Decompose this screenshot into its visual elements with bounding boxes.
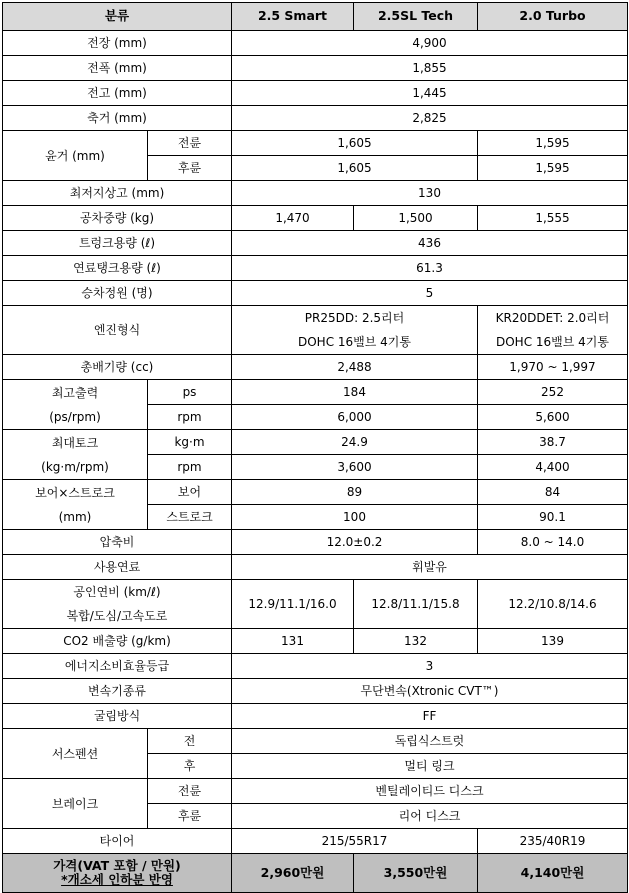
row-drive (3, 704, 628, 729)
row-brake-front (3, 779, 628, 804)
tread-rear-25: 1,605 (232, 156, 478, 181)
displacement-25: 2,488 (232, 355, 478, 380)
bore-stroke-label-line2: (mm) (58, 509, 92, 524)
tire-25: 215/55R17 (232, 829, 478, 854)
max-power-unit-ps: ps (148, 380, 232, 405)
suspension-rear-label: 후 (148, 754, 232, 779)
co2-label: CO2 배출량 (g/km) (3, 629, 232, 654)
compression-20: 8.0 ~ 14.0 (478, 530, 628, 555)
length-value: 4,900 (232, 31, 628, 56)
row-bore (3, 480, 628, 505)
header-trim-20-turbo: 2.0 Turbo (478, 3, 628, 31)
header-category: 분류 (3, 3, 232, 31)
spec-table (2, 2, 628, 893)
energy-grade-value: 3 (232, 654, 628, 679)
suspension-rear-value: 멀티 링크 (232, 754, 628, 779)
row-tire (3, 829, 628, 854)
max-torque-rpm-25: 3,600 (232, 455, 478, 480)
header-trim-25sl-tech: 2.5SL Tech (354, 3, 478, 31)
max-torque-label (3, 430, 148, 480)
co2-25sl-tech: 132 (354, 629, 478, 654)
tire-label: 타이어 (3, 829, 232, 854)
width-label: 전폭 (mm) (3, 56, 232, 81)
brake-front-label: 전륜 (148, 779, 232, 804)
wheelbase-value: 2,825 (232, 106, 628, 131)
max-power-rpm-25: 6,000 (232, 405, 478, 430)
brake-front-value: 벤틸레이티드 디스크 (232, 779, 628, 804)
max-power-ps-25: 184 (232, 380, 478, 405)
max-torque-kgm-20: 38.7 (478, 430, 628, 455)
length-label: 전장 (mm) (3, 31, 232, 56)
engine-20 (478, 306, 628, 355)
row-fuel-tank (3, 256, 628, 281)
max-torque-unit-rpm: rpm (148, 455, 232, 480)
row-height (3, 81, 628, 106)
price-25sl-tech: 3,550만원 (354, 854, 478, 893)
max-torque-unit-kgm: kg·m (148, 430, 232, 455)
row-price (3, 854, 628, 893)
compression-25: 12.0±0.2 (232, 530, 478, 555)
curb-weight-label: 공차중량 (kg) (3, 206, 232, 231)
max-power-label-line2: (ps/rpm) (49, 409, 101, 424)
brake-rear-value: 리어 디스크 (232, 804, 628, 829)
header-row (3, 3, 628, 31)
engine-25 (232, 306, 478, 355)
engine-20-line2: DOHC 16밸브 4기통 (496, 335, 609, 349)
suspension-front-value: 독립식스트럿 (232, 729, 628, 754)
brake-rear-label: 후륜 (148, 804, 232, 829)
efficiency-20-turbo: 12.2/10.8/14.6 (478, 580, 628, 629)
stroke-25: 100 (232, 505, 478, 530)
transmission-label: 변속기종류 (3, 679, 232, 704)
co2-25-smart: 131 (232, 629, 354, 654)
efficiency-label (3, 580, 232, 629)
row-seating (3, 281, 628, 306)
max-power-label-line1: 최고출력 (51, 385, 99, 400)
ground-clearance-value: 130 (232, 181, 628, 206)
max-torque-kgm-25: 24.9 (232, 430, 478, 455)
bore-stroke-label-line1: 보어×스트로크 (35, 485, 115, 500)
tire-20: 235/40R19 (478, 829, 628, 854)
fuel-value: 휘발유 (232, 555, 628, 580)
row-engine (3, 306, 628, 355)
max-power-ps-20: 252 (478, 380, 628, 405)
row-transmission (3, 679, 628, 704)
max-power-unit-rpm: rpm (148, 405, 232, 430)
fuel-tank-label: 연료탱크용량 (ℓ) (3, 256, 232, 281)
seating-value: 5 (232, 281, 628, 306)
row-compression (3, 530, 628, 555)
header-trim-25-smart: 2.5 Smart (232, 3, 354, 31)
fuel-label: 사용연료 (3, 555, 232, 580)
curb-weight-25-smart: 1,470 (232, 206, 354, 231)
row-max-torque-kgm (3, 430, 628, 455)
bore-stroke-label (3, 480, 148, 530)
price-25-smart: 2,960만원 (232, 854, 354, 893)
displacement-label: 총배기량 (cc) (3, 355, 232, 380)
efficiency-label-line2: 복합/도심/고속도로 (66, 609, 168, 623)
tread-rear-label: 후륜 (148, 156, 232, 181)
row-curb-weight (3, 206, 628, 231)
row-co2 (3, 629, 628, 654)
compression-label: 압축비 (3, 530, 232, 555)
tread-front-25: 1,605 (232, 131, 478, 156)
row-trunk (3, 231, 628, 256)
height-value: 1,445 (232, 81, 628, 106)
max-power-label (3, 380, 148, 430)
tread-rear-20: 1,595 (478, 156, 628, 181)
row-displacement (3, 355, 628, 380)
ground-clearance-label: 최저지상고 (mm) (3, 181, 232, 206)
tread-front-label: 전륜 (148, 131, 232, 156)
max-power-rpm-20: 5,600 (478, 405, 628, 430)
max-torque-rpm-20: 4,400 (478, 455, 628, 480)
row-wheelbase (3, 106, 628, 131)
curb-weight-20-turbo: 1,555 (478, 206, 628, 231)
curb-weight-25sl-tech: 1,500 (354, 206, 478, 231)
wheelbase-label: 축거 (mm) (3, 106, 232, 131)
bore-25: 89 (232, 480, 478, 505)
max-torque-label-line2: (kg·m/rpm) (41, 459, 109, 474)
price-label-line1: 가격(VAT 포함 / 만원) (53, 858, 181, 873)
height-label: 전고 (mm) (3, 81, 232, 106)
trunk-label: 트렁크용량 (ℓ) (3, 231, 232, 256)
row-width (3, 56, 628, 81)
drive-label: 굴림방식 (3, 704, 232, 729)
seating-label: 승차정원 (명) (3, 281, 232, 306)
brake-label: 브레이크 (3, 779, 148, 829)
trunk-value: 436 (232, 231, 628, 256)
bore-20: 84 (478, 480, 628, 505)
engine-25-line1: PR25DD: 2.5리터 (304, 311, 405, 325)
row-ground-clearance (3, 181, 628, 206)
stroke-unit: 스트로크 (148, 505, 232, 530)
transmission-value: 무단변속(Xtronic CVT™) (232, 679, 628, 704)
row-max-power-ps (3, 380, 628, 405)
drive-value: FF (232, 704, 628, 729)
engine-20-line1: KR20DDET: 2.0리터 (495, 311, 610, 325)
co2-20-turbo: 139 (478, 629, 628, 654)
energy-grade-label: 에너지소비효율등급 (3, 654, 232, 679)
row-tread-front (3, 131, 628, 156)
price-20-turbo: 4,140만원 (478, 854, 628, 893)
width-value: 1,855 (232, 56, 628, 81)
tread-front-20: 1,595 (478, 131, 628, 156)
max-torque-label-line1: 최대토크 (51, 435, 99, 450)
fuel-tank-value: 61.3 (232, 256, 628, 281)
tread-label: 윤거 (mm) (3, 131, 148, 181)
suspension-label: 서스펜션 (3, 729, 148, 779)
engine-label: 엔진형식 (3, 306, 232, 355)
row-length (3, 31, 628, 56)
displacement-20: 1,970 ~ 1,997 (478, 355, 628, 380)
suspension-front-label: 전 (148, 729, 232, 754)
row-efficiency (3, 580, 628, 629)
efficiency-25-smart: 12.9/11.1/16.0 (232, 580, 354, 629)
stroke-20: 90.1 (478, 505, 628, 530)
efficiency-25sl-tech: 12.8/11.1/15.8 (354, 580, 478, 629)
row-suspension-front (3, 729, 628, 754)
row-fuel (3, 555, 628, 580)
price-label-line2: *개소세 인하분 반영 (61, 872, 173, 887)
bore-unit: 보어 (148, 480, 232, 505)
efficiency-label-line1: 공인연비 (km/ℓ) (73, 585, 161, 599)
price-label (3, 854, 232, 893)
row-energy-grade (3, 654, 628, 679)
engine-25-line2: DOHC 16밸브 4기통 (298, 335, 411, 349)
